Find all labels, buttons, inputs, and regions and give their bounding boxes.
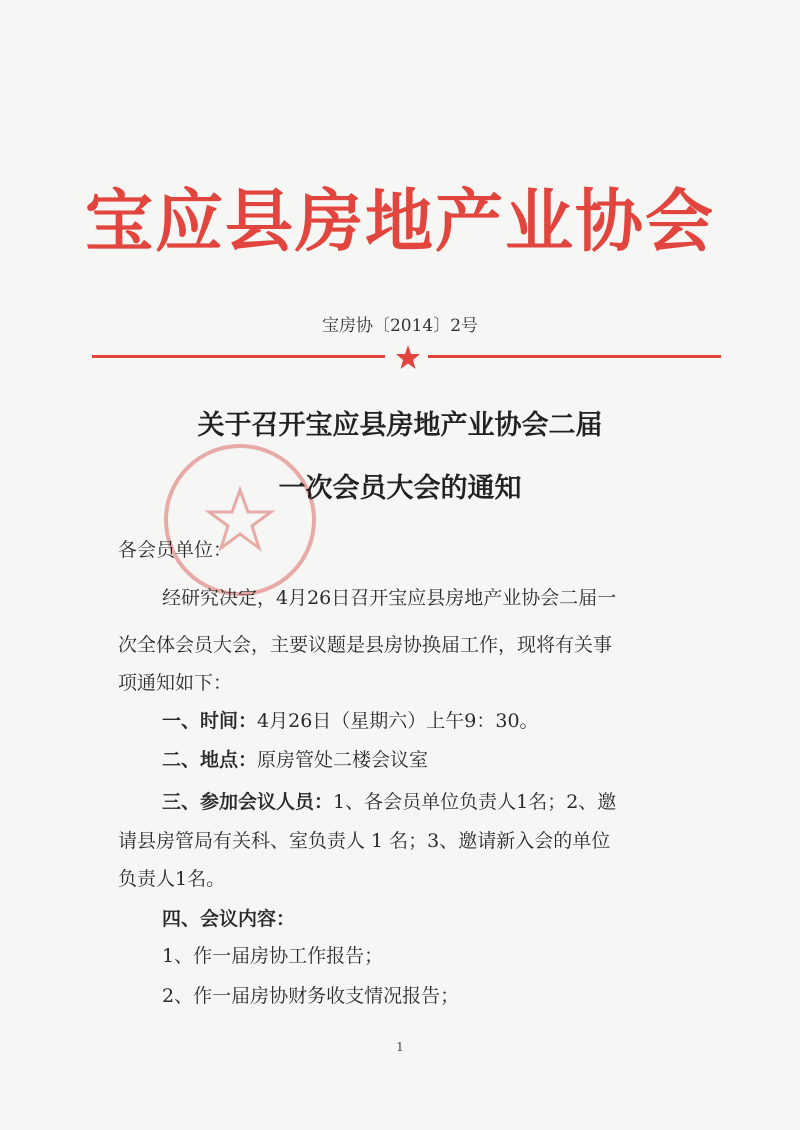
item-attendees-text-1: 1、各会员单位负责人1名；2、邀 bbox=[333, 791, 617, 813]
red-divider-right bbox=[428, 355, 721, 358]
item-content-label: 四、会议内容： bbox=[162, 908, 296, 930]
intro-line-2: 次全体会员大会，主要议题是县房协换届工作，现将有关事 bbox=[118, 634, 613, 656]
document-number: 宝房协〔2014〕2号 bbox=[321, 316, 479, 336]
red-divider-left bbox=[92, 355, 385, 358]
item-content-sub-2: 2、作一届房协财务收支情况报告； bbox=[162, 985, 460, 1007]
official-seal-icon bbox=[160, 440, 320, 600]
item-time bbox=[162, 706, 539, 733]
item-attendees-text-2: 请县房管局有关科、室负责人 1 名；3、邀请新入会的单位 bbox=[118, 830, 611, 852]
item-location-text: 原房管处二楼会议室 bbox=[257, 749, 429, 771]
red-star-icon bbox=[395, 344, 421, 370]
item-time-text: 4月26日（星期六）上午9：30。 bbox=[257, 710, 539, 732]
salutation: 各会员单位： bbox=[118, 539, 233, 561]
organization-title: 宝应县房地产业协会 bbox=[84, 182, 715, 262]
item-attendees bbox=[162, 787, 616, 814]
item-attendees-text-3: 负责人1名。 bbox=[118, 868, 226, 890]
item-location-label: 二、地点： bbox=[162, 749, 258, 771]
notice-title-line-2: 一次会员大会的通知 bbox=[278, 473, 522, 504]
item-content-sub-1: 1、作一届房协工作报告； bbox=[162, 945, 384, 967]
intro-line-3: 项通知如下： bbox=[118, 672, 233, 694]
item-location bbox=[162, 745, 428, 772]
item-time-label: 一、时间： bbox=[162, 710, 258, 732]
item-attendees-label: 三、参加会议人员： bbox=[162, 791, 334, 813]
page-number: 1 bbox=[396, 1040, 404, 1054]
intro-line-1: 经研究决定，4月26日召开宝应县房地产业协会二届一 bbox=[162, 587, 617, 609]
notice-title-line-1: 关于召开宝应县房地产业协会二届 bbox=[197, 410, 603, 441]
